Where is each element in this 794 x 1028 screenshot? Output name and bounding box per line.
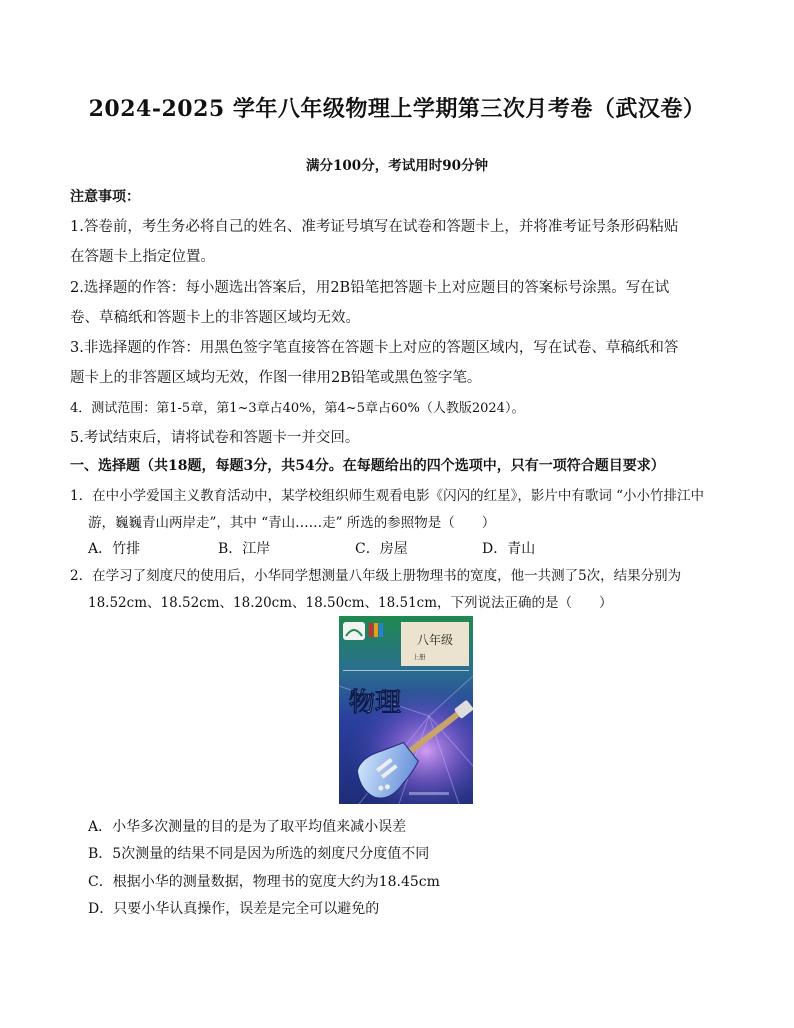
question-2-option-d: D．只要小华认真操作，误差是完全可以避免的 <box>88 901 380 917</box>
volume-label: 上册 <box>412 653 426 661</box>
option-c: C．房屋 <box>355 541 408 557</box>
notes-heading: 注意事项： <box>70 189 140 205</box>
exam-subtitle: 满分100分，考试用时90分钟 <box>306 158 488 174</box>
cover-title: 物理 <box>349 688 402 718</box>
question-1-line: 游，巍巍青山两岸走”，其中 “青山……走” 所选的参照物是（ ） <box>88 515 496 531</box>
option-a: A．竹排 <box>88 541 141 557</box>
question-2-option-b: B．5次测量的结果不同是因为所选的刻度尺分度值不同 <box>88 846 430 862</box>
question-2-option-a: A．小华多次测量的目的是为了取平均值来减小误差 <box>88 819 407 835</box>
grade-label: 八年级 <box>416 633 454 647</box>
note-line: 卷、草稿纸和答题卡上的非答题区域均无效。 <box>70 310 360 326</box>
question-1-options <box>88 538 608 558</box>
physics-textbook-cover <box>339 616 473 804</box>
note-line: 4．测试范围：第1-5章，第1~3章占40%，第4~5章占60%（人教版2024）。 <box>70 401 525 416</box>
section-heading: 一、选择题（共18题，每题3分，共54分。在每题给出的四个选项中，只有一项符合题目要求） <box>70 458 665 474</box>
question-2-line: 18.52cm、18.52cm、18.20cm、18.50cm、18.51cm，下列说法正确的是（ ） <box>88 595 613 611</box>
note-line: 3.非选择题的作答：用黑色签字笔直接答在答题卡上对应的答题区域内，写在试卷、草稿纸和答 <box>70 340 679 356</box>
page-title: 2024-2025 学年八年级物理上学期第三次月考卷（武汉卷） <box>88 96 706 122</box>
note-line: 2.选择题的作答：每小题选出答案后，用2B铅笔把答题卡上对应题目的答案标号涂黑。写在试 <box>70 280 670 296</box>
question-2-line: 2．在学习了刻度尺的使用后，小华同学想测量八年级上册物理书的宽度，他一共测了5次，结果分别为 <box>70 568 682 584</box>
note-line: 5.考试结束后，请将试卷和答题卡一并交回。 <box>70 430 360 446</box>
note-line: 题卡上的非答题区域均无效，作图一律用2B铅笔或黑色签字笔。 <box>70 370 482 386</box>
question-2-option-c: C．根据小华的测量数据，物理书的宽度大约为18.45cm <box>88 874 440 890</box>
option-b: B．江岸 <box>218 541 271 557</box>
option-d: D．青山 <box>482 541 536 557</box>
note-line: 在答题卡上指定位置。 <box>70 249 215 265</box>
question-1-line: 1．在中小学爱国主义教育活动中，某学校组织师生观看电影《闪闪的红星》，影片中有歌词 “小小竹排江中 <box>70 488 705 504</box>
note-line: 1.答卷前，考生务必将自己的姓名、准考证号填写在试卷和答题卡上，并将准考证号条形码粘贴 <box>70 219 679 235</box>
